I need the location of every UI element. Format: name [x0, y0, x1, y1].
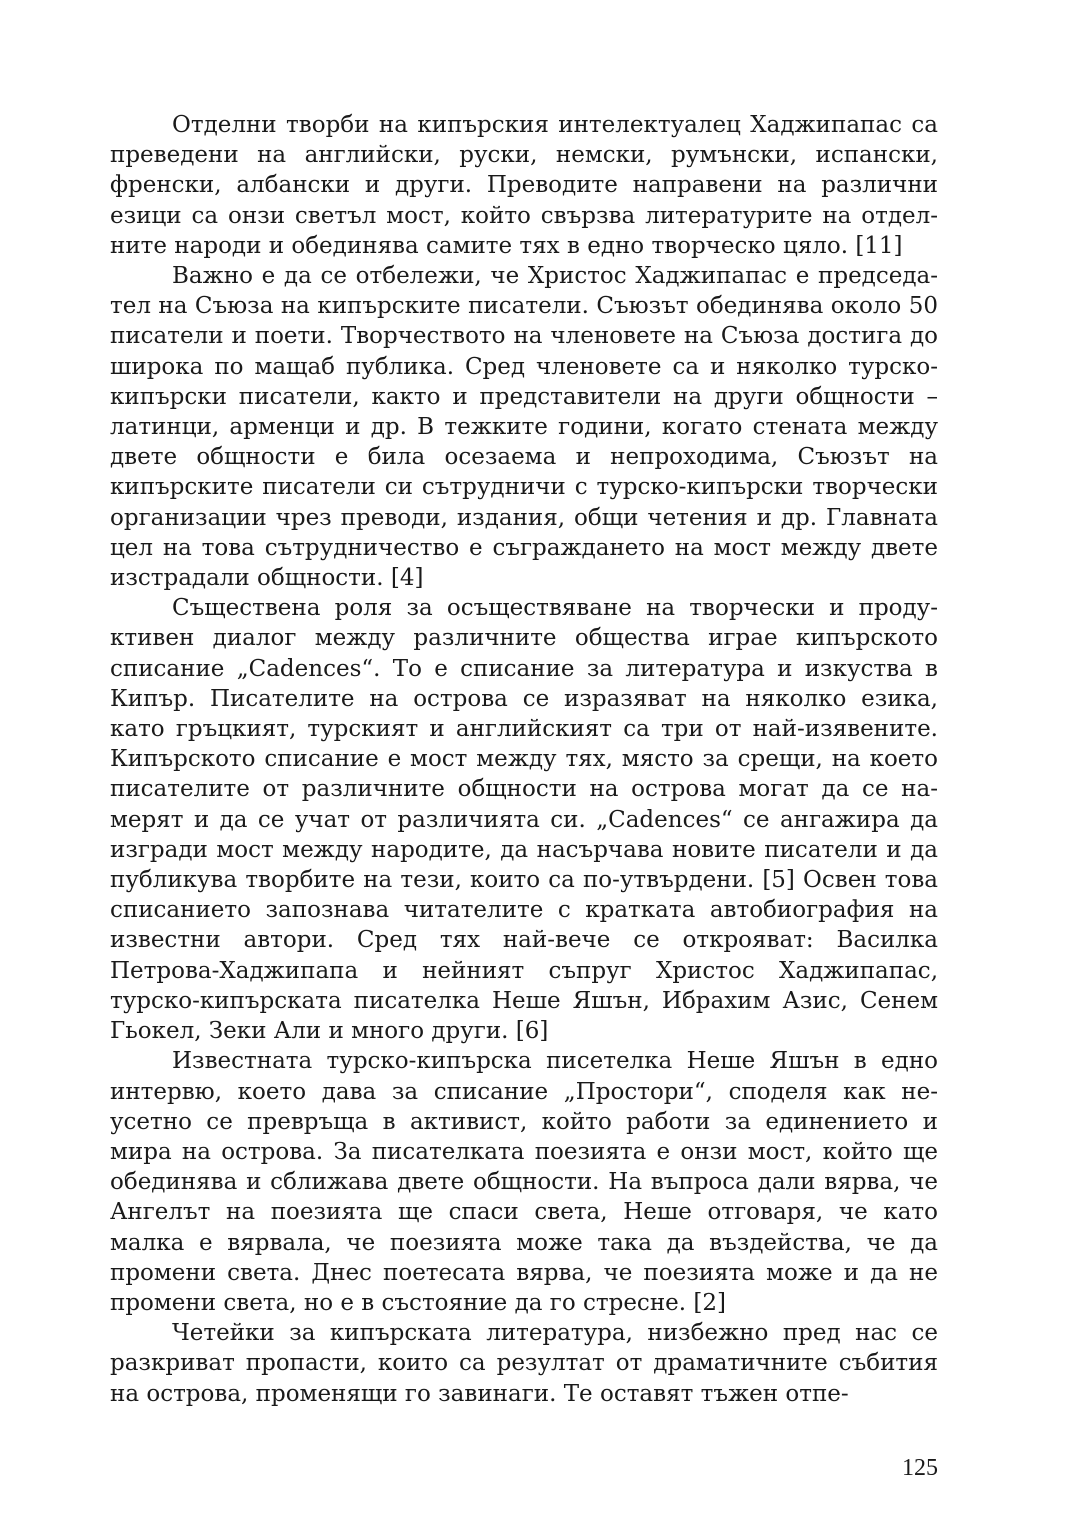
paragraph: Отделни творби на кипърския интелектуалец Хаджипапас са преведени на английски, руски, немски, румънски, испански, френски, албански и други. Преводите направени на различни езици са онзи светъл мост, който свързва литературите на отделните народи и обединява самите тях в едно творческо цяло. [11] — [110, 112, 938, 259]
paragraph: Известната турско-кипърска писетелка Неше Яшън в едно интервю, което дава за списание „Простори“, споделя как неусетно се превръща в активист, който работи за единението и мира на острова. За писателката поезията е онзи мост, който ще обединява и сближава двете общности. На въпроса дали вярва, че Ангелът на поезията ще спаси света, Неше отговаря, че като малка е вярвала, че поезията може така да въздейства, че да промени света. Днес поетесата вярва, че поезията може и да не промени света, но е в състояние да го стресне. [2] — [110, 1048, 938, 1316]
page-body — [110, 110, 938, 1409]
paragraph: Четейки за кипърската литература, низбежно пред нас се разкриват пропасти, които са резултат от драматичните събития на острова, променящи го завинаги. Те оставят тъжен отпе- — [110, 1320, 938, 1407]
paragraph: Съществена роля за осъществяване на творчески и продуктивен диалог между различните общества играе кипърското списание „Cadences“. То е списание за литература и изкуства в Кипър. Писателите на острова се изразяват на няколко езика, като гръцкият, турският и английският са три от най-изявените. Кипърското списание е мост между тях, място за срещи, на което писателите от различните общности на острова могат да се намерят и да се учат от различията си. „Cadences“ се ангажира да изгради мост между народите, да насърчава новите писатели и да публикува творбите на тези, които са по-утвърдени. [5] Освен това списанието запознава читателите с кратката автобиография на известни автори. Сред тях най-вече се открояват: Василка Петрова-Хаджипапа и нейният съпруг Христос Хаджипапас, турско-кипърската писателка Неше Яшън, Ибрахим Азис, Сенем Гьокел, Зеки Али и много други. [6] — [110, 595, 938, 1045]
page-number: 125 — [902, 1455, 938, 1481]
paragraph: Важно е да се отбележи, че Христос Хаджипапас е председател на Съюза на кипърските писатели. Съюзът обединява около 50 писатели и поети. Творчеството на членовете на Съюза достига до широка по мащаб публика. Сред членовете са и няколко турско-кипърски писатели, както и представители на други общности – латинци, арменци и др. В тежките години, когато стената между двете общности е била осезаема и непроходима, Съюзът на кипърските писатели си сътрудничи с турско-кипърски творчески организации чрез преводи, издания, общи четения и др. Главната цел на това сътрудничество е съграждането на мост между двете изстрадали общности. [4] — [110, 263, 938, 592]
